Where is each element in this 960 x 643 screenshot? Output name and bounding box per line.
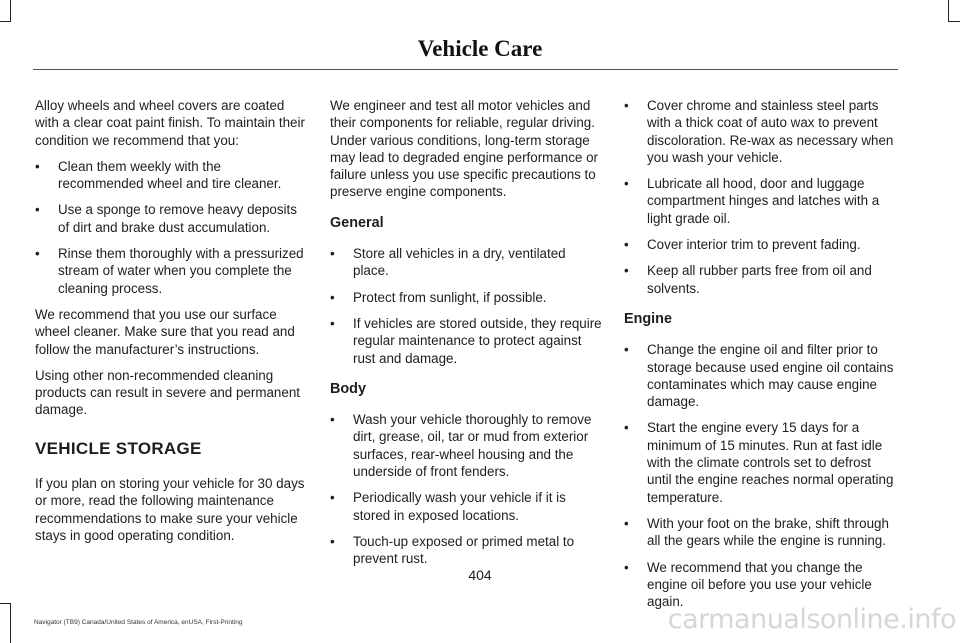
crop-mark — [948, 0, 949, 22]
wheel-care-list — [35, 158, 308, 297]
page-number: 404 — [468, 567, 492, 583]
crop-mark — [10, 603, 11, 643]
bullet-mark: • — [35, 158, 40, 174]
list-item: • Periodically wash your vehicle if it is stored in exposed locations. — [330, 490, 566, 523]
page-title: Vehicle Care — [417, 36, 543, 61]
bullet-mark: • — [35, 202, 40, 218]
bullet-mark: • — [624, 515, 629, 531]
list-item: • We recommend that you change the engine oil before you use your vehicle again. — [624, 559, 872, 610]
column-left — [35, 97, 308, 553]
list-item: • Change the engine oil and filter prior to storage because used engine oil contains contaminates which may cause engine damage. — [624, 342, 894, 410]
list-item: • Keep all rubber parts free from oil and solvents. — [624, 263, 872, 296]
column-right — [624, 97, 896, 619]
list-item: • Touch-up exposed or primed metal to prevent rust. — [330, 533, 575, 567]
list-item: • If vehicles are stored outside, they require regular maintenance to protect against rust and damage. — [330, 315, 602, 366]
list-item: • With your foot on the brake, shift through all the gears while the engine is running. — [624, 515, 889, 549]
bullet-mark: • — [330, 246, 335, 262]
column-middle — [330, 97, 602, 577]
bullet-mark: • — [330, 533, 335, 549]
bullet-mark: • — [624, 98, 629, 113]
crop-mark — [949, 21, 960, 22]
section-heading-vehicle-storage: VEHICLE STORAGE — [35, 438, 202, 458]
storage-engineering-paragraph: We engineer and test all motor vehicles and their components for reliable, regular driving. Under various conditions, long-term storage may lead to degraded engine performance or failure unless you use specific precautions to preserve engine components. — [330, 98, 598, 200]
bullet-mark: • — [624, 342, 629, 358]
bullet-mark: • — [330, 490, 335, 506]
list-item: • Cover chrome and stainless steel parts with a thick coat of auto wax to prevent discoloration. Re-wax as necessary when you wash your vehicle. — [624, 98, 894, 165]
body-list — [330, 411, 602, 567]
bullet-mark: • — [624, 420, 629, 436]
list-item: • Clean them weekly with the recommended wheel and tire cleaner. — [35, 158, 282, 192]
list-item: • Lubricate all hood, door and luggage compartment hinges and latches with a light grade oil. — [624, 176, 880, 226]
watermark: carmanualsonline.info — [667, 604, 956, 635]
cleaning-warning-paragraph: Using other non-recommended cleaning products can result in severe and permanent damage. — [35, 367, 300, 418]
footer-edition-text: Navigator (TB9) Canada/United States of America, enUSA, First-Printing — [34, 619, 243, 626]
crop-mark — [0, 603, 11, 604]
bullet-mark: • — [330, 412, 335, 428]
list-item: • Rinse them thoroughly with a pressurized stream of water when you complete the cleaning process. — [35, 246, 304, 296]
wheel-cleaner-paragraph: We recommend that you use our surface wheel cleaner. Make sure that you read and follow the manufacturer’s instructions. — [35, 306, 295, 357]
body-list-continued — [624, 97, 896, 297]
list-item: • Protect from sunlight, if possible. — [330, 289, 547, 305]
bullet-mark: • — [35, 246, 40, 262]
general-list — [330, 245, 602, 367]
crop-mark — [10, 0, 11, 22]
crop-mark — [0, 21, 11, 22]
bullet-mark: • — [624, 263, 629, 279]
subheading-body: Body — [330, 380, 366, 397]
list-item: • Start the engine every 15 days for a minimum of 15 minutes. Run at fast idle with the climate controls set to defrost until the engine reaches normal operating temperature. — [624, 420, 894, 505]
subheading-general: General — [330, 214, 384, 231]
list-item: • Store all vehicles in a dry, ventilated place. — [330, 246, 566, 279]
bullet-mark: • — [330, 315, 335, 331]
header-divider — [33, 69, 898, 70]
list-item: • Wash your vehicle thoroughly to remove dirt, grease, oil, tar or mud from exterior surfaces, rear-wheel housing and the underside of front fenders. — [330, 412, 592, 480]
bullet-mark: • — [624, 559, 629, 575]
bullet-mark: • — [330, 289, 335, 305]
bullet-mark: • — [624, 176, 629, 192]
storage-intro-paragraph: If you plan on storing your vehicle for 30 days or more, read the following maintenance recommendations to make sure your vehicle stays in good operating condition. — [35, 476, 305, 543]
subheading-engine: Engine — [624, 310, 672, 327]
bullet-mark: • — [624, 237, 629, 253]
alloy-wheels-intro: Alloy wheels and wheel covers are coated with a clear coat paint finish. To maintain their condition we recommend that you: — [35, 98, 305, 148]
list-item: • Cover interior trim to prevent fading. — [624, 237, 861, 253]
list-item: • Use a sponge to remove heavy deposits of dirt and brake dust accumulation. — [35, 202, 297, 235]
